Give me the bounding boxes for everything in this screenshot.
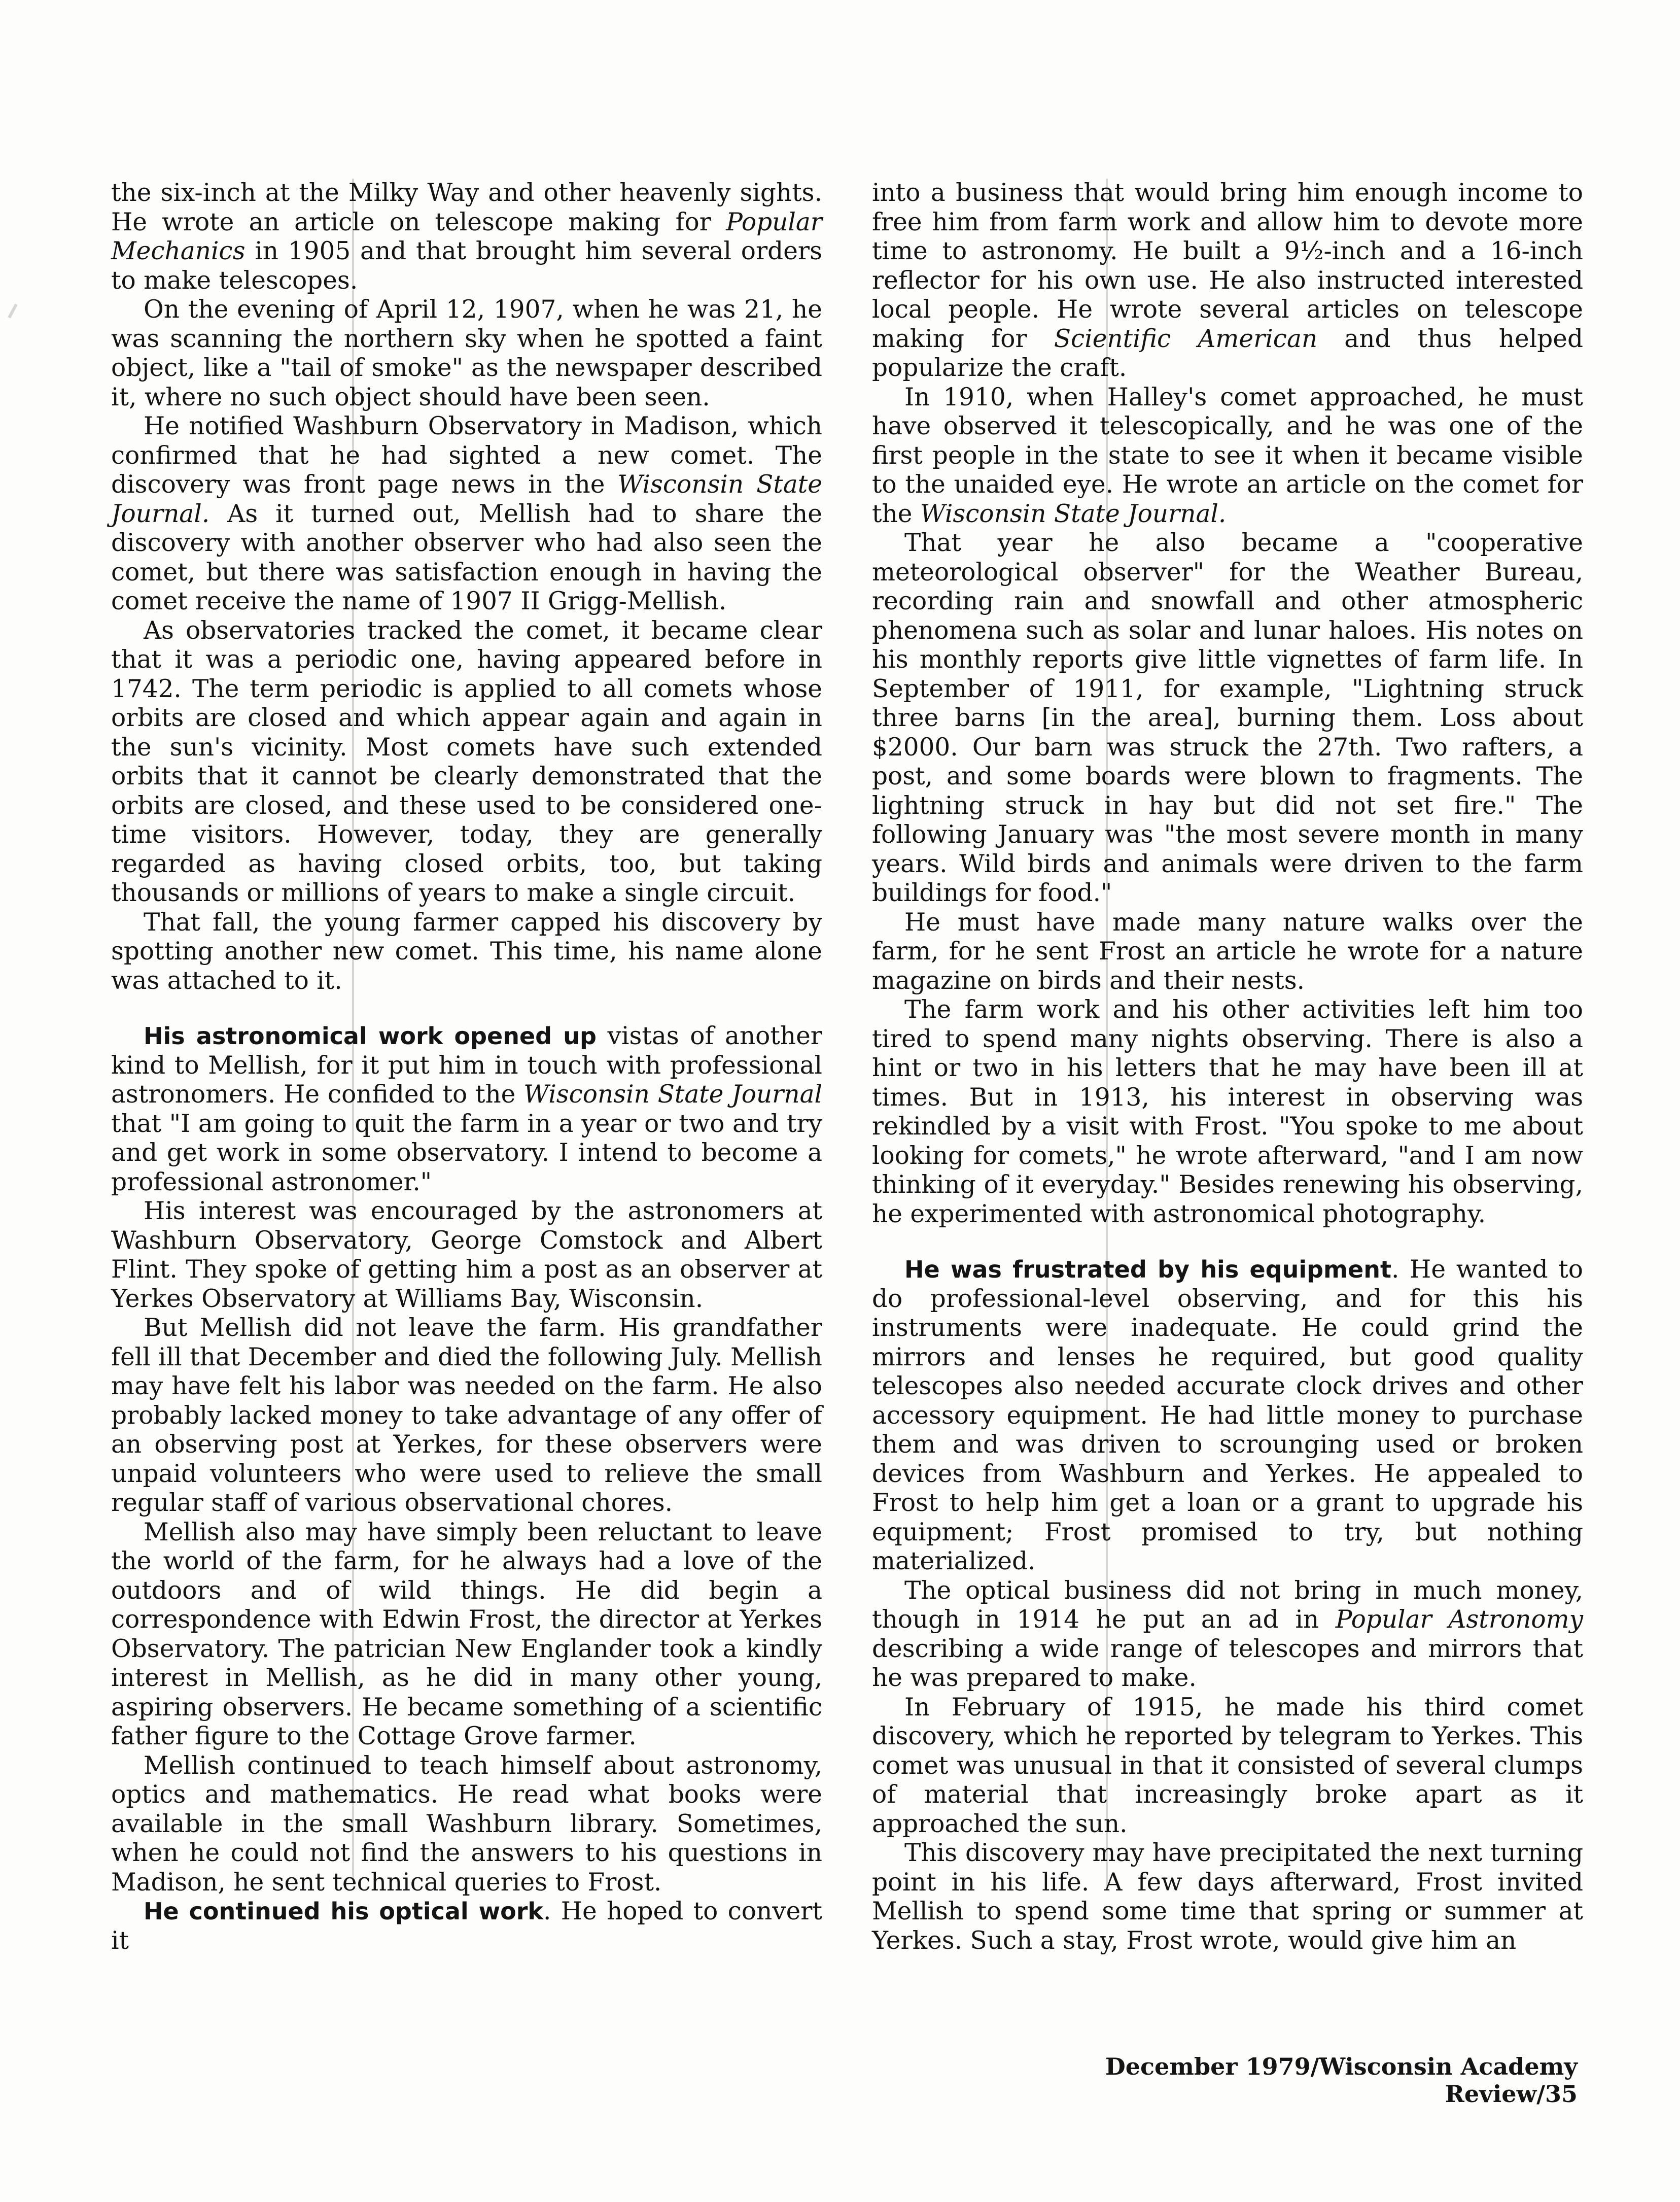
text-run: and thus helped popularize the craft. [872, 324, 1583, 382]
text-run: In 1910, when Halley's comet approached, he must have observed it telescopically, and he was one of the first people in the state to see it when it became visible to the unaided eye. He wrote an article on the comet for the [872, 383, 1583, 528]
text-run: As it turned out, Mellish had to share the discovery with another observer who had also seen the comet, but there was satisfaction enough in having the comet receive the name of 1907 II Grigg-Mellish. [111, 499, 822, 615]
text-run: The optical business did not bring in much money, though in 1914 he put an ad in [872, 1576, 1583, 1634]
paragraph: On the evening of April 12, 1907, when he was 21, he was scanning the northern sky when he spotted a faint object, like a "tail of smoke" as the newspaper described it, where no such object should have been seen. [111, 295, 822, 411]
paragraph: This discovery may have precipitated the next turning point in his life. A few days afterward, Frost invited Mellish to spend some time that spring or summer at Yerkes. Such a stay, Frost wrote, would give him an [872, 1839, 1583, 1955]
italic-title: Wisconsin State Journal [523, 1080, 822, 1109]
text-run: . He hoped to convert it [111, 1897, 822, 1955]
text-run: . He wanted to do professional-level observing, and for this his instruments were inadequate. He could grind the mirrors and lenses he required, but good quality telescopes also needed accurate clock drives and other accessory equipment. He had little money to purchase them and was driven to scrounging used or broken devices from Washburn and Yerkes. He appealed to Frost to help him get a loan or a grant to upgrade his equipment; Frost promised to try, but nothing materialized. [872, 1255, 1583, 1575]
left-column [111, 179, 822, 1955]
italic-title: Wisconsin State Journal. [111, 470, 822, 528]
italic-title: Popular Astronomy [1335, 1605, 1583, 1634]
paragraph: The farm work and his other activities left him too tired to spend many nights observing. There is also a hint or two in his letters that he may have been ill at times. But in 1913, his interest in observing was rekindled by a visit with Frost. "You spoke to me about looking for comets," he wrote afterward, "and I am now thinking of it everyday." Besides renewing his observing, he experimented with astronomical photography. [872, 995, 1583, 1228]
page-footer: December 1979/Wisconsin Academy Review/35 [1105, 2053, 1578, 2108]
paragraph: As observatories tracked the comet, it became clear that it was a periodic one, having appeared before in 1742. The term periodic is applied to all comets whose orbits are closed and which appear again and again in the sun's vicinity. Most comets have such extended orbits that it cannot be clearly demonstrated that the orbits are closed, and these used to be considered one-time visitors. However, today, they are generally regarded as having closed orbits, too, but taking thousands or millions of years to make a single circuit. [111, 616, 822, 907]
paragraph [872, 1576, 1583, 1693]
paragraph: He must have made many nature walks over the farm, for he sent Frost an article he wrote for a nature magazine on birds and their nests. [872, 908, 1583, 995]
italic-title: Popular Mechanics [111, 208, 822, 265]
text-run: describing a wide range of telescopes and mirrors that he was prepared to make. [872, 1634, 1583, 1692]
paragraph [111, 179, 822, 295]
text-run: that "I am going to quit the farm in a year or two and try and get work in some observatory. I intend to become a professional astronomer." [111, 1109, 822, 1196]
paragraph: That fall, the young farmer capped his discovery by spotting another new comet. This time, his name alone was attached to it. [111, 908, 822, 995]
section-paragraph [872, 1255, 1583, 1576]
section-paragraph [111, 1022, 822, 1197]
text-run: vistas of another kind to Mellish, for it put him in touch with professional astronomers. He confided to the [111, 1022, 822, 1109]
paragraph: That year he also became a "cooperative meteorological observer" for the Weather Bureau, recording rain and snowfall and other atmospheric phenomena such as solar and lunar haloes. His notes on his monthly reports give little vignettes of farm life. In September of 1911, for example, "Lightning struck three barns [in the area], burning them. Loss about $2000. Our barn was struck the 27th. Two rafters, a post, and some boards were blown to fragments. The lightning struck in hay but did not set fire." The following January was "the most severe month in many years. Wild birds and animals were driven to the farm buildings for food." [872, 529, 1583, 907]
paragraph: Mellish continued to teach himself about astronomy, optics and mathematics. He read what books were available in the small Washburn library. Sometimes, when he could not find the answers to his questions in Madison, he sent technical queries to Frost. [111, 1751, 822, 1897]
paragraph: But Mellish did not leave the farm. His grandfather fell ill that December and died the following July. Mellish may have felt his labor was needed on the farm. He also probably lacked money to take advantage of any offer of an observing post at Yerkes, for these observers were unpaid volunteers who were used to relieve the small regular staff of various observational chores. [111, 1314, 822, 1517]
section-lead-in: His astronomical work opened up [144, 1022, 597, 1050]
section-lead-in: He was frustrated by his equipment [904, 1256, 1391, 1283]
italic-title: Wisconsin State Journal. [920, 499, 1227, 528]
text-run: in 1905 and that brought him several orders to make telescopes. [111, 237, 822, 295]
paragraph: His interest was encouraged by the astronomers at Washburn Observatory, George Comstock and Albert Flint. They spoke of getting him a post as an observer at Yerkes Observatory at Williams Bay, Wisconsin. [111, 1197, 822, 1313]
paragraph [872, 179, 1583, 383]
text-run: into a business that would bring him enough income to free him from farm work and allow him to devote more time to astronomy. He built a 9½-inch and a 16-inch reflector for his own use. He also instructed interested local people. He wrote several articles on telescope making for [872, 179, 1583, 353]
text-run: the six-inch at the Milky Way and other heavenly sights. He wrote an article on telescope making for [111, 179, 822, 236]
right-column [872, 179, 1583, 1955]
paragraph [872, 383, 1583, 529]
italic-title: Scientific American [1054, 324, 1318, 353]
text-run: He notified Washburn Observatory in Madison, which confirmed that he had sighted a new comet. The discovery was front page news in the [111, 412, 822, 499]
paragraph: In February of 1915, he made his third comet discovery, which he reported by telegram to Yerkes. This comet was unusual in that it consisted of several clumps of material that increasingly broke apart as it approached the sun. [872, 1693, 1583, 1838]
paragraph: Mellish also may have simply been reluctant to leave the world of the farm, for he always had a love of the outdoors and of wild things. He did begin a correspondence with Edwin Frost, the director at Yerkes Observatory. The patrician New Englander took a kindly interest in Mellish, as he did in many other young, aspiring observers. He became something of a scientific father figure to the Cottage Grove farmer. [111, 1518, 822, 1750]
section-lead-in: He continued his optical work [144, 1898, 543, 1925]
section-paragraph [111, 1897, 822, 1955]
stray-pencil-mark [8, 303, 17, 318]
paragraph [111, 412, 822, 616]
